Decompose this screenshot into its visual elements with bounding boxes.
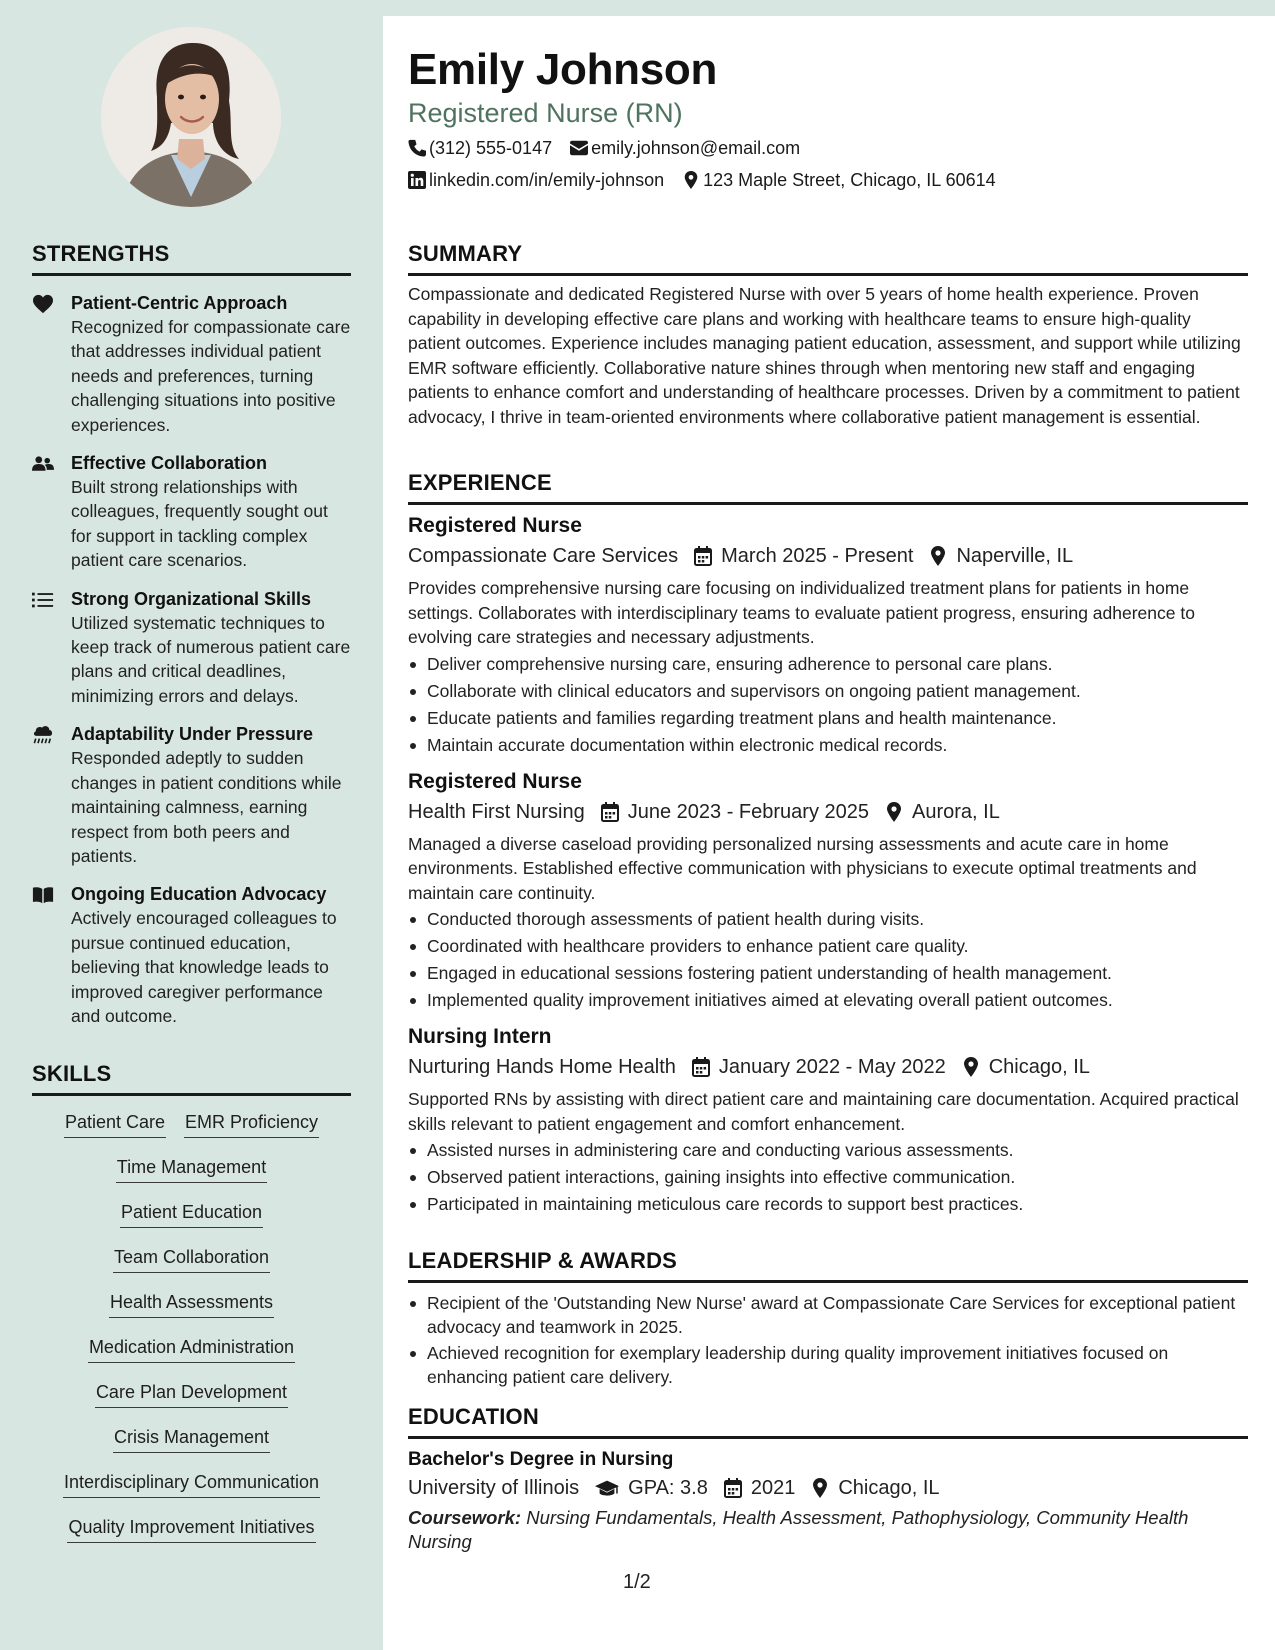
phone-number: (312) 555-0147 xyxy=(429,138,553,158)
list-item: Recipient of the 'Outstanding New Nurse' award at Compassionate Care Services for exceptional patient advocacy and teamwork in 2025. xyxy=(408,1291,1248,1339)
strength-item xyxy=(32,882,351,1028)
coursework-list: Nursing Fundamentals, Health Assessment, Pathophysiology, Community Health Nursing xyxy=(408,1507,1189,1552)
sidebar xyxy=(0,0,383,1650)
linkedin-contact[interactable] xyxy=(408,168,664,192)
skill-tag: Team Collaboration xyxy=(113,1245,270,1273)
linkedin-url: linkedin.com/in/emily-johnson xyxy=(429,170,665,190)
strengths-section xyxy=(32,241,351,1028)
list-item: Collaborate with clinical educators and supervisors on ongoing patient management. xyxy=(408,678,1248,705)
company-name: Nurturing Hands Home Health xyxy=(408,1056,676,1078)
section-divider xyxy=(408,273,1248,276)
heart-icon xyxy=(32,294,56,314)
book-open-icon xyxy=(32,885,56,905)
section-title: STRENGTHS xyxy=(32,241,170,266)
company-name: Health First Nursing xyxy=(408,800,585,823)
section-divider xyxy=(408,1280,1248,1283)
list-item: Coordinated with healthcare providers to enhance patient care quality. xyxy=(408,933,1248,960)
job-entry xyxy=(408,513,1248,759)
company-name: Compassionate Care Services xyxy=(408,545,679,567)
calendar-icon xyxy=(694,546,712,566)
calendar-icon xyxy=(601,802,619,822)
section-divider xyxy=(32,273,351,276)
summary-text: Compassionate and dedicated Registered Nurse with over 5 years of home health experience. Proven capability in developing effective care plans and working with healthcare teams to ensure high-quality patient outcomes. Experience includes managing patient education, assessment, and support while utilizing EMR software efficiently. Collaborative nature shines through when mentoring new staff and engaging patients to enhance comfort and understanding of healthcare processes. Driven by a commitment to patient advocacy, I thrive in team-oriented environments where collaborative patient management is essential. xyxy=(408,284,1241,427)
strength-description: Built strong relationships with colleagues, frequently sought out for support in tackling complex patient care scenarios. xyxy=(71,477,328,571)
candidate-name: Emily Johnson xyxy=(408,45,718,94)
coursework xyxy=(408,1506,1248,1554)
skill-tag: Care Plan Development xyxy=(95,1380,288,1408)
job-location: Aurora, IL xyxy=(912,800,1000,823)
job-location: Chicago, IL xyxy=(988,1056,1090,1078)
job-dates: March 2025 - Present xyxy=(721,545,914,567)
job-dates: June 2023 - February 2025 xyxy=(627,800,869,823)
skills-section xyxy=(32,1061,351,1560)
phone-icon xyxy=(408,139,426,157)
job-entry xyxy=(408,1024,1248,1218)
strength-description: Responded adeptly to sudden changes in patient conditions while maintaining calmness, earning respect from both peers and patients. xyxy=(71,748,342,866)
experience-section xyxy=(408,470,1248,1218)
job-title: Registered Nurse xyxy=(408,769,582,793)
graduation-cap-icon xyxy=(595,1478,619,1498)
strength-title: Adaptability Under Pressure xyxy=(71,724,314,745)
list-item: Participated in maintaining meticulous care records to support best practices. xyxy=(408,1191,1248,1218)
education-section xyxy=(408,1404,1248,1554)
email-contact[interactable] xyxy=(570,136,800,160)
section-title: SKILLS xyxy=(32,1061,112,1086)
list-item: Assisted nurses in administering care and conducting various assessments. xyxy=(408,1137,1248,1164)
coursework-label: Coursework: xyxy=(408,1507,522,1528)
strength-item xyxy=(32,451,351,573)
map-pin-icon xyxy=(962,1057,980,1077)
map-pin-icon xyxy=(885,802,903,822)
job-dates: January 2022 - May 2022 xyxy=(718,1056,946,1078)
envelope-icon xyxy=(570,139,588,157)
section-title: LEADERSHIP & AWARDS xyxy=(408,1248,678,1273)
strength-title: Effective Collaboration xyxy=(71,453,268,474)
strength-title: Ongoing Education Advocacy xyxy=(71,884,327,905)
list-item: Deliver comprehensive nursing care, ensuring adherence to personal care plans. xyxy=(408,651,1248,678)
skills-list xyxy=(32,1110,351,1560)
strength-title: Strong Organizational Skills xyxy=(71,588,312,609)
strength-item xyxy=(32,722,351,868)
map-pin-icon xyxy=(929,546,947,566)
list-item: Maintain accurate documentation within electronic medical records. xyxy=(408,732,1248,759)
skill-tag: Patient Education xyxy=(120,1200,263,1228)
calendar-icon xyxy=(692,1057,710,1077)
degree-title: Bachelor's Degree in Nursing xyxy=(408,1449,674,1470)
resume-header xyxy=(408,44,1248,192)
section-divider xyxy=(408,1436,1248,1439)
strength-description: Actively encouraged colleagues to pursue continued education, believing that knowledge leads to improved caregiver performance and outcome. xyxy=(71,908,337,1026)
job-entry xyxy=(408,769,1248,1015)
skill-tag: Time Management xyxy=(116,1155,267,1183)
calendar-icon xyxy=(724,1478,742,1498)
job-description: Supported RNs by assisting with direct patient care and maintaining care documentation. Acquired practical skills relevant to patient engagement and comfort enhancement. xyxy=(408,1089,1239,1134)
awards-section xyxy=(408,1248,1248,1391)
section-divider xyxy=(32,1093,351,1096)
job-title: Nursing Intern xyxy=(408,1025,552,1048)
skill-tag: Interdisciplinary Communication xyxy=(63,1470,320,1498)
list-item: Implemented quality improvement initiatives aimed at elevating overall patient outcomes. xyxy=(408,987,1248,1014)
skill-tag: EMR Proficiency xyxy=(184,1110,319,1138)
section-title: EXPERIENCE xyxy=(408,470,552,495)
job-role: Registered Nurse (RN) xyxy=(408,98,683,128)
list-item: Engaged in educational sessions fostering patient understanding of health management. xyxy=(408,960,1248,987)
strength-item xyxy=(32,291,351,437)
skill-tag: Medication Administration xyxy=(88,1335,295,1363)
school-location: Chicago, IL xyxy=(838,1477,940,1499)
section-title: SUMMARY xyxy=(408,241,523,266)
cloud-rain-icon xyxy=(32,725,56,745)
skill-tag: Patient Care xyxy=(64,1110,166,1138)
street-address: 123 Maple Street, Chicago, IL 60614 xyxy=(703,170,996,190)
address-contact xyxy=(682,168,996,192)
school-name: University of Illinois xyxy=(408,1477,580,1499)
section-title: EDUCATION xyxy=(408,1404,539,1429)
list-item: Educate patients and families regarding treatment plans and health maintenance. xyxy=(408,705,1248,732)
strength-description: Utilized systematic techniques to keep track of numerous patient care plans and critical deadlines, minimizing errors and delays. xyxy=(71,612,351,706)
skill-tag: Crisis Management xyxy=(113,1425,270,1453)
main-content xyxy=(383,16,1275,1650)
job-title: Registered Nurse xyxy=(408,514,582,537)
strength-description: Recognized for compassionate care that addresses individual patient needs and preferences, turning challenging situations into positive experiences. xyxy=(71,317,351,435)
linkedin-icon xyxy=(408,171,426,189)
gpa: GPA: 3.8 xyxy=(628,1477,708,1499)
avatar xyxy=(101,27,281,207)
page-number: 1/2 xyxy=(623,1571,651,1593)
list-item: Conducted thorough assessments of patient health during visits. xyxy=(408,906,1248,933)
job-description: Provides comprehensive nursing care focusing on individualized treatment plans for patients in home settings. Collaborates with interdisciplinary teams to evaluate patient progress, ensuring adherence to evolving care strategies and necessary adjustments. xyxy=(408,578,1195,647)
skill-tag: Quality Improvement Initiatives xyxy=(67,1515,315,1543)
job-description: Managed a diverse caseload providing personalized nursing assessments and acute care in home environments. Established effective communication with physicians to execute optimal treatments and maintain care continuity. xyxy=(408,833,1197,903)
skill-tag: Health Assessments xyxy=(109,1290,274,1318)
list-icon xyxy=(32,590,56,610)
graduation-year: 2021 xyxy=(750,1477,796,1499)
email-address: emily.johnson@email.com xyxy=(591,138,801,158)
list-item: Observed patient interactions, gaining insights into effective communication. xyxy=(408,1164,1248,1191)
phone-contact[interactable] xyxy=(408,136,552,160)
strength-item xyxy=(32,587,351,709)
users-icon xyxy=(32,454,56,474)
strength-title: Patient-Centric Approach xyxy=(71,293,288,313)
list-item: Achieved recognition for exemplary leadership during quality improvement initiatives focused on enhancing patient care delivery. xyxy=(408,1341,1248,1389)
map-pin-icon xyxy=(811,1478,829,1498)
summary-section xyxy=(408,241,1248,429)
section-divider xyxy=(408,502,1248,505)
job-location: Naperville, IL xyxy=(956,545,1074,567)
map-pin-icon xyxy=(682,171,700,189)
